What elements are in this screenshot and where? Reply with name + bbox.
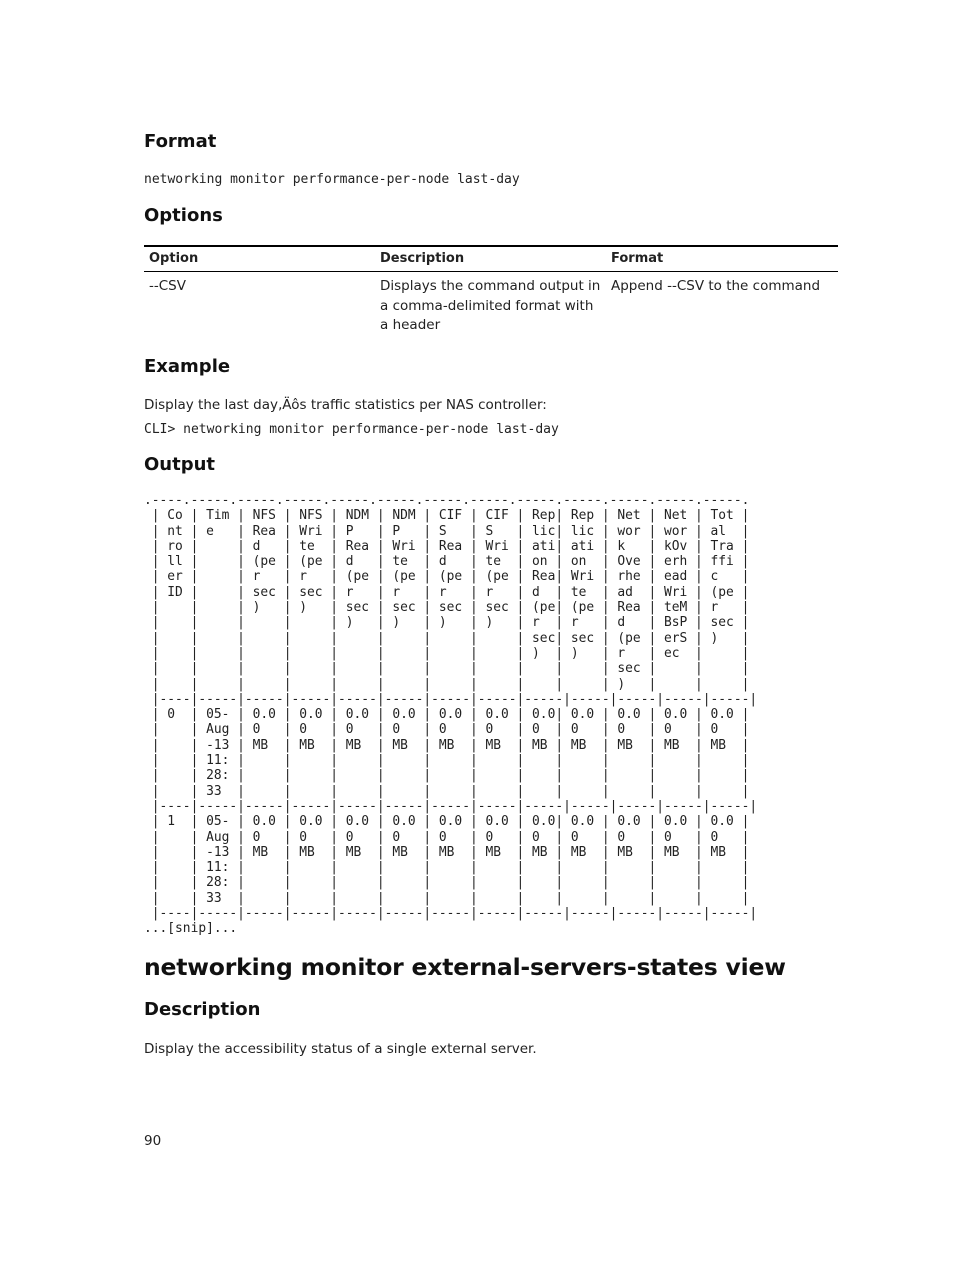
options-heading: Options bbox=[144, 205, 223, 226]
table-row bbox=[144, 272, 838, 341]
options-table-header-row bbox=[144, 246, 838, 272]
description-text: Display the accessibility status of a single external server. bbox=[144, 1041, 537, 1057]
column-header-format: Format bbox=[606, 246, 838, 272]
example-command: CLI> networking monitor performance-per-node last-day bbox=[144, 422, 559, 437]
column-header-option: Option bbox=[144, 246, 375, 272]
command-title: networking monitor external-servers-states view bbox=[144, 953, 786, 981]
format-cell: Append --CSV to the command bbox=[611, 278, 821, 294]
description-cell: Displays the command output in a comma-delimited format with a header bbox=[380, 278, 601, 333]
page-number: 90 bbox=[144, 1133, 162, 1149]
example-text: Display the last day‚Äôs traffic statistics per NAS controller: bbox=[144, 397, 547, 413]
options-table bbox=[144, 245, 838, 341]
format-command: networking monitor performance-per-node last-day bbox=[144, 172, 520, 187]
format-heading: Format bbox=[144, 131, 217, 152]
description-heading: Description bbox=[144, 999, 261, 1020]
output-heading: Output bbox=[144, 454, 216, 475]
example-heading: Example bbox=[144, 356, 231, 377]
cli-output-table: .----.-----.-----.-----.-----.-----.-----.-----.-----.-----.-----.-----.-----. | Co | Tim | NFS | NFS | NDM | NDM | CIF | CIF | Rep| Rep | Net | Net | Tot | | nt | e | Rea | Wri | P | P | S | S | lic| lic | wor | wor | al | | ro | | d | te | Rea | Wri | Rea | Wri | ati| ati | k | kOv | Tra | | ll | | (pe | (pe | d | te | d | te | on | on | Ove | erh | ffi | | er | | r | r | (pe | (pe | (pe | (pe | Rea| Wri | rhe | ead | c | | ID | | sec | sec | r | r | r | r | d | te | ad | Wri | (pe | | | | ) | ) | sec | sec | sec | sec | (pe| (pe | Rea | teM | r | | | | | | ) | ) | ) | ) | r | r | d | BsP | sec | | | | | | | | | | sec| sec | (pe | erS | ) | | | | | | | | | | ) | ) | r | ec | | | | | | | | | | | | | sec | | | | | | | | | | | | | | ) | | | |----|-----|-----|-----|-----|-----|-----|-----|-----|-----|-----|-----|-----| | 0 | 05- | 0.0 | 0.0 | 0.0 | 0.0 | 0.0 | 0.0 | 0.0| 0.0 | 0.0 | 0.0 | 0.0 | | | Aug | 0 | 0 | 0 | 0 | 0 | 0 | 0 | 0 | 0 | 0 | 0 | | | -13 | MB | MB | MB | MB | MB | MB | MB | MB | MB | MB | MB | | | 11: | | | | | | | | | | | | | | 28: | | | | | | | | | | | | | | 33 | | | | | | | | | | | | |----|-----|-----|-----|-----|-----|-----|-----|-----|-----|-----|-----|-----| | 1 | 05- | 0.0 | 0.0 | 0.0 | 0.0 | 0.0 | 0.0 | 0.0| 0.0 | 0.0 | 0.0 | 0.0 | | | Aug | 0 | 0 | 0 | 0 | 0 | 0 | 0 | 0 | 0 | 0 | 0 | | | -13 | MB | MB | MB | MB | MB | MB | MB | MB | MB | MB | MB | | | 11: | | | | | | | | | | | | | | 28: | | | | | | | | | | | | | | 33 | | | | | | | | | | | | |----|-----|-----|-----|-----|-----|-----|-----|-----|-----|-----|-----|-----| ...[snip]... bbox=[144, 493, 758, 937]
column-header-description: Description bbox=[375, 246, 606, 272]
option-cell: --CSV bbox=[149, 278, 186, 294]
